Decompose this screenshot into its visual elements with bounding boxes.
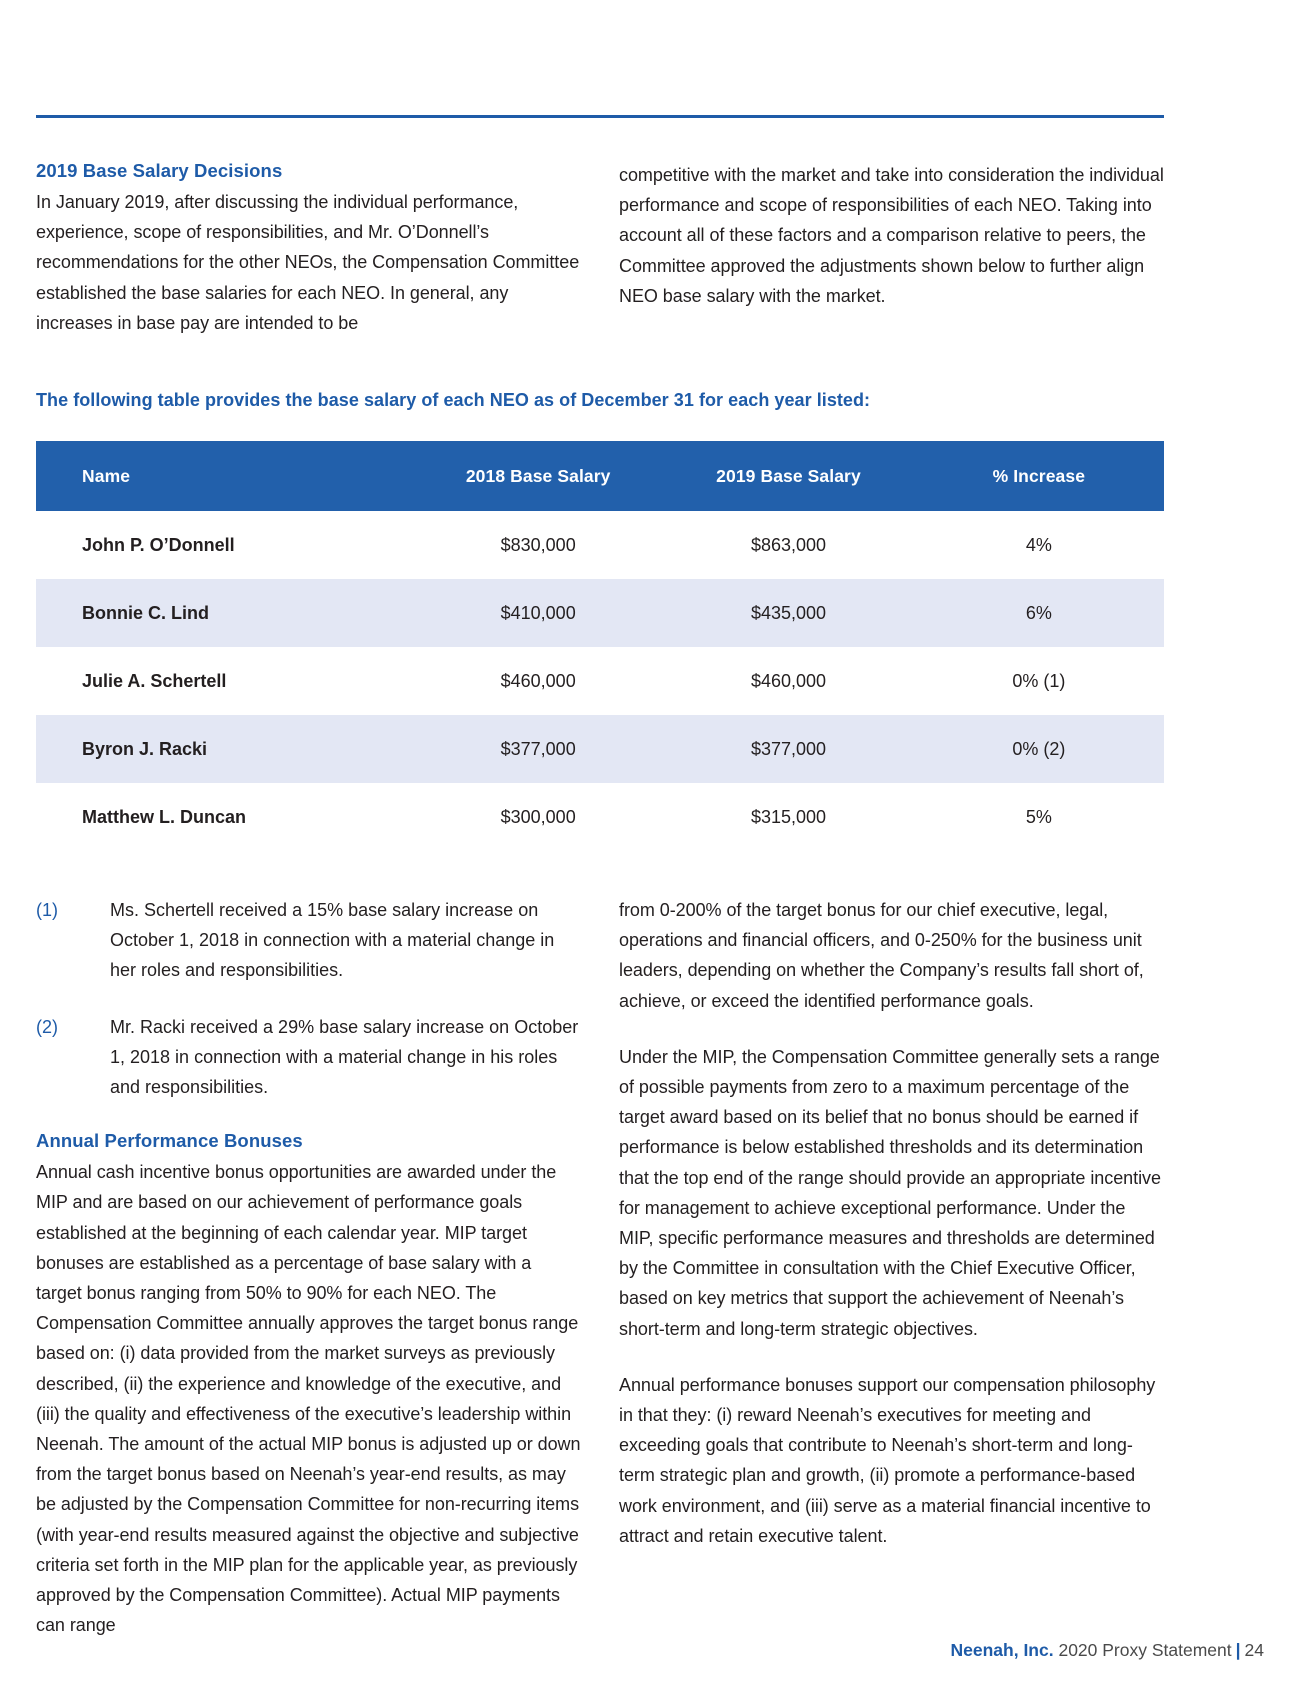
bonuses-left-paragraph: Annual cash incentive bonus opportunities are awarded under the MIP and are based on our achievement of performance goals established at the beginning of each calendar year. MIP target bonuses are established as a percentage of base salary with a target bonus ranging from 50% to 90% for each NEO. The Compensation Committee annually approves the target bonus range based on: (i) data provided from the market surveys as previously described, (ii) the experience and knowledge of the executive, and (iii) the quality and effectiveness of the executive’s leadership within Neenah. The amount of the actual MIP bonus is adjusted up or down from the target bonus based on Neenah’s year-end results, as may be adjusted by the Compensation Committee for non-recurring items (with year-end results measured against the objective and subjective criteria set forth in the MIP plan for the applicable year, as previously approved by the Compensation Committee). Actual MIP payments can range: [36, 1162, 581, 1636]
footer-separator: |: [1235, 1640, 1241, 1660]
lower-right-column: [619, 851, 1164, 1640]
footnote-text: Mr. Racki received a 29% base salary increase on October 1, 2018 in connection with a material change in his roles and responsibilities.: [110, 1016, 579, 1098]
cell-percent-increase: 0% (1): [914, 647, 1164, 715]
table-body: [36, 511, 1164, 851]
table-row: [36, 579, 1164, 647]
cell-percent-increase: 5%: [914, 783, 1164, 851]
intro-section: [36, 160, 1164, 338]
cell-percent-increase: 6%: [914, 579, 1164, 647]
section-heading-annual-performance-bonuses: Annual Performance Bonuses: [36, 1130, 303, 1152]
intro-right-paragraph: competitive with the market and take into consideration the individual performance and scope of responsibilities of each NEO. Taking into account all of these factors and a comparison relative to peers, the Committee approved the adjustments shown below to further align NEO base salary with the market.: [619, 165, 1164, 306]
column-header-2018-base-salary: 2018 Base Salary: [413, 441, 663, 511]
cell-percent-increase: 0% (2): [914, 715, 1164, 783]
cell-salary-2018: $300,000: [413, 783, 663, 851]
lower-section: [36, 851, 1164, 1640]
cell-salary-2019: $377,000: [663, 715, 913, 783]
cell-percent-increase: 4%: [914, 511, 1164, 579]
cell-salary-2019: $863,000: [663, 511, 913, 579]
table-row: [36, 715, 1164, 783]
cell-salary-2018: $830,000: [413, 511, 663, 579]
intro-left-paragraph: In January 2019, after discussing the individual performance, experience, scope of responsibilities, and Mr. O’Donnell’s recommendations for the other NEOs, the Compensation Committee established the base salaries for each NEO. In general, any increases in base pay are intended to be: [36, 192, 580, 333]
footnote-text: Ms. Schertell received a 15% base salary increase on October 1, 2018 in connection with a material change in her roles and responsibilities.: [110, 900, 555, 981]
cell-salary-2018: $410,000: [413, 579, 663, 647]
bonuses-right-paragraph-2: Under the MIP, the Compensation Committee generally sets a range of possible payments from zero to a maximum percentage of the target award based on its belief that no bonus should be earned if performance is below established thresholds and its determination that the top end of the range should provide an appropriate incentive for management to achieve exceptional performance. Under the MIP, specific performance measures and thresholds are determined by the Committee in consultation with the Chief Executive Officer, based on key metrics that support the achievement of Neenah’s short-term and long-term strategic objectives.: [619, 1046, 1161, 1339]
footer-page-number: 24: [1244, 1640, 1264, 1660]
cell-name: Julie A. Schertell: [36, 647, 413, 715]
table-intro-text: The following table provides the base salary of each NEO as of December 31 for each year listed:: [36, 390, 871, 411]
cell-salary-2019: $460,000: [663, 647, 913, 715]
table-header: [36, 441, 1164, 511]
intro-left-column: [36, 160, 581, 338]
footnotes-list: [36, 895, 581, 1102]
cell-name: Matthew L. Duncan: [36, 783, 413, 851]
page-top-rule: [36, 115, 1164, 118]
cell-salary-2018: $377,000: [413, 715, 663, 783]
footer-brand: Neenah, Inc.: [950, 1640, 1054, 1660]
column-header-name: Name: [36, 441, 413, 511]
footnote-marker: (1): [36, 900, 58, 921]
cell-name: Byron J. Racki: [36, 715, 413, 783]
intro-right-column: [619, 160, 1164, 338]
base-salary-table: [36, 441, 1164, 851]
bonuses-right-paragraph-1: from 0-200% of the target bonus for our chief executive, legal, operations and financial officers, and 0-250% for the business unit leaders, depending on whether the Company’s results fall short of, achieve, or exceed the identified performance goals.: [619, 900, 1144, 1011]
page-content: [36, 160, 1164, 1640]
bonuses-right-paragraph-3: Annual performance bonuses support our compensation philosophy in that they: (i) reward Neenah’s executives for meeting and exceeding goals that contribute to Neenah’s short-term and long-term strategic plan and growth, (ii) promote a performance-based work environment, and (iii) serve as a material financial incentive to attract and retain executive talent.: [619, 1374, 1156, 1546]
table-row: [36, 511, 1164, 579]
cell-salary-2019: $435,000: [663, 579, 913, 647]
table-row: [36, 783, 1164, 851]
footer-statement: 2020 Proxy Statement: [1058, 1640, 1232, 1660]
footnote-item: [36, 895, 581, 986]
column-header-percent-increase: % Increase: [914, 441, 1164, 511]
page-footer: [951, 1640, 1265, 1661]
section-heading-base-salary-decisions: 2019 Base Salary Decisions: [36, 160, 283, 181]
footnote-item: [36, 1012, 581, 1103]
cell-name: John P. O’Donnell: [36, 511, 413, 579]
table-header-row: [36, 441, 1164, 511]
cell-salary-2019: $315,000: [663, 783, 913, 851]
column-header-2019-base-salary: 2019 Base Salary: [663, 441, 913, 511]
lower-left-column: [36, 851, 581, 1640]
cell-salary-2018: $460,000: [413, 647, 663, 715]
footnote-marker: (2): [36, 1016, 58, 1037]
cell-name: Bonnie C. Lind: [36, 579, 413, 647]
table-row: [36, 647, 1164, 715]
